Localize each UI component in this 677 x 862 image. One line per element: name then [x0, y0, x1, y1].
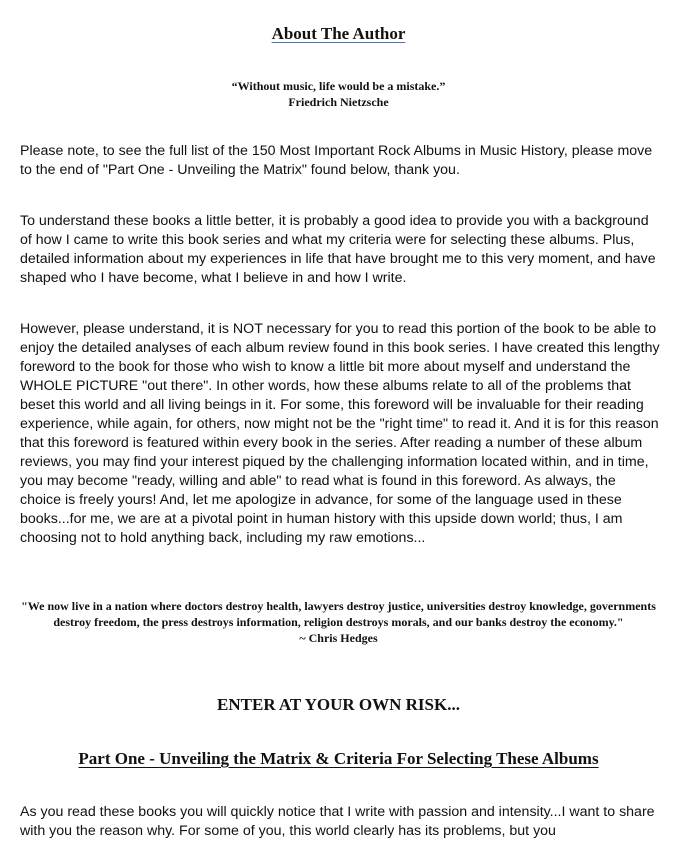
- part-one-heading-link[interactable]: Part One - Unveiling the Matrix & Criteria For Selecting These Albums: [78, 749, 599, 768]
- about-the-author-heading-link[interactable]: About The Author: [271, 24, 406, 43]
- hedges-quote: [20, 598, 657, 646]
- quote-author: Friedrich Nietzsche: [288, 95, 389, 109]
- body-paragraph-part-one: As you read these books you will quickly notice that I write with passion and intensity...I want to share with you the reason why. For some of you, this world clearly has its problems, but you: [20, 804, 655, 839]
- body-paragraph-note: Please note, to see the full list of the 150 Most Important Rock Albums in Music History, please move to the end of "Part One - Unveiling the Matrix" found below, thank you.: [20, 143, 653, 178]
- body-paragraph-foreword: However, please understand, it is NOT necessary for you to read this portion of the book to be able to enjoy the detailed analyses of each album review found in this book series. I have created this lengthy foreword to the book for those who wish to know a little bit more about myself and understand the WHOLE PICTURE "out there". In other words, how these albums relate to all of the problems that beset this world and all living beings in it. For some, this foreword will be invaluable for their reading experience, while again, for others, now might not be the "right time" to read it. And it is for this reason that this foreword is featured within every book in the series. After reading a number of these album reviews, you may find your interest piqued by the challenging information located within, and in time, you may become "ready, willing and able" to read what is found in this foreword. As always, the choice is freely yours! And, let me apologize in advance, for some of the language used in these books...for me, we are at a pivotal point in human history with this upside down world; thus, I am choosing not to hold anything back, including my raw emotions...: [20, 321, 660, 546]
- quote-text: “Without music, life would be a mistake.”: [231, 79, 446, 93]
- body-paragraph-background: To understand these books a little better, it is probably a good idea to provide you with a background of how I came to write this book series and what my criteria were for selecting these albums. Plus, detailed information about my experiences in life that have brought me to this very moment, and have shaped who I have become, what I believe in and how I write.: [20, 213, 656, 286]
- quote-text: "We now live in a nation where doctors destroy health, lawyers destroy justice, universities destroy knowledge, governments destroy freedom, the press destroys information, religion destroys morals, and our banks destroy the economy.": [21, 599, 656, 629]
- quote-author: ~ Chris Hedges: [299, 631, 378, 645]
- nietzsche-quote: [20, 78, 657, 110]
- enter-at-own-risk-heading: ENTER AT YOUR OWN RISK...: [217, 695, 460, 714]
